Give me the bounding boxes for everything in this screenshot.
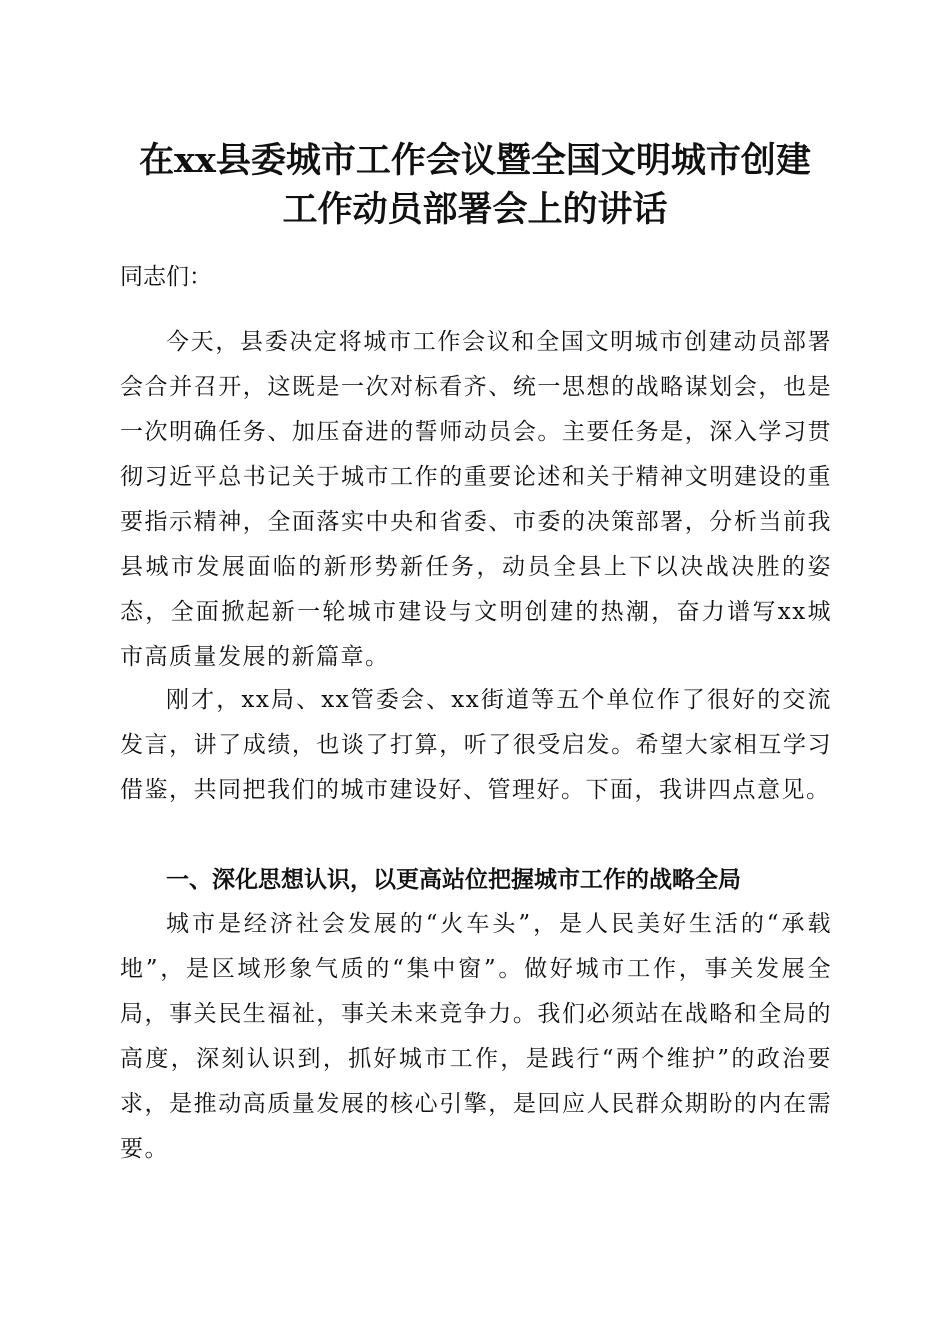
document-title-line2: 工作动员部署会上的讲话	[282, 189, 668, 230]
paragraph-exchange: 刚才，xx局、xx管委会、xx街道等五个单位作了很好的交流发言，讲了成绩，也谈了打算，听了很受启发。希望大家相互学习借鉴，共同把我们的城市建设好、管理好。下面，我讲四点意见。	[120, 687, 832, 803]
salutation: 同志们：	[120, 264, 212, 290]
paragraph-section1: 城市是经济社会发展的“火车头”，是人民美好生活的“承载地”，是区域形象气质的“集中窗”。做好城市工作，事关发展全局，事关民生福祉，事关未来竞争力。我们必须站在战略和全局的高度，深刻认识到，抓好城市工作，是践行“两个维护”的政治要求，是推动高质量发展的核心引擎，是回应人民群众期盼的内在需要。	[120, 911, 832, 1162]
section-heading-1: 一、深化思想认识，以更高站位把握城市工作的战略全局	[166, 867, 741, 893]
document-title-line1: 在xx县委城市工作会议暨全国文明城市创建	[139, 140, 811, 181]
paragraph-intro: 今天，县委决定将城市工作会议和全国文明城市创建动员部署会合并召开，这既是一次对标看齐、统一思想的战略谋划会，也是一次明确任务、加压奋进的誓师动员会。主要任务是，深入学习贯彻习近平总书记关于城市工作的重要论述和关于精神文明建设的重要指示精神，全面落实中央和省委、市委的决策部署，分析当前我县城市发展面临的新形势新任务，动员全县上下以决战决胜的姿态，全面掀起新一轮城市建设与文明创建的热潮，奋力谱写xx城市高质量发展的新篇章。	[120, 329, 832, 670]
